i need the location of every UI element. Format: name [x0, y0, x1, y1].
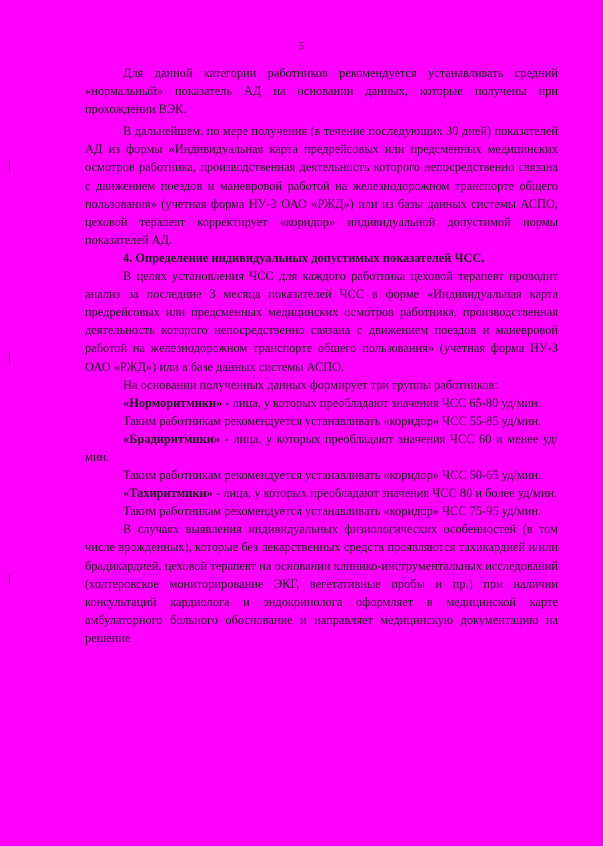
group-normorhythmics — [85, 394, 558, 412]
group-term: «Брадиритмики» — [123, 431, 221, 446]
margin-mark — [9, 352, 10, 364]
paragraph: В дальнейшем, по мере получения (в течение последующих 30 дней) показателей АД из формы «Индивидуальная карта предрейсовых или предсменных медицинских осмотров работника, производственная деятельность которого непосредственно связана с движением поездов и маневровой работой на железнодорожном транспорте общего пользования» (учетная форма НУ-3 ОАО «РЖД») или из базы данных системы АСПО, цеховой терапевт корректирует «коридор» индивидуальной допустимой нормы показателей АД. — [85, 124, 558, 247]
paragraph: В случаях выявления индивидуальных физиологических особенностей (в том числе врожденных), которые без лекарственных средств проявляются тахикардией и/или брадикардией, цеховой терапевт на основании клинико-инструментальных исследований (холтеровское мониторирование ЭКГ, вегетативные пробы и пр.) при наличии консультаций кардиолога и эндокринолога оформляет в медицинской карте амбулаторного больного обоснование и направляет медицинскую документацию на решение — [85, 522, 558, 645]
group-tachyrhythmics — [85, 484, 558, 502]
section-heading: 4. Определение индивидуальных допустимых показателей ЧСС. — [123, 250, 485, 265]
margin-mark — [9, 160, 10, 172]
group-recommendation: Таким работникам рекомендуется устанавливать «коридор» ЧСС 75-95 уд/мин. — [123, 504, 542, 519]
paragraph: На основании полученных данных формирует три группы работников: — [123, 377, 498, 392]
group-term: «Норморитмики» — [123, 395, 223, 410]
group-recommendation: Таким работникам рекомендуется устанавливать «коридор» ЧСС 50-65 уд/мин. — [123, 468, 542, 483]
group-description: - лица, у которых преобладают значения ЧСС 80 и более уд/мин. — [212, 486, 558, 501]
group-description: - лица, у которых преобладают значения ЧСС 60 и менее уд/мин. — [85, 431, 558, 464]
paragraph: В целях установления ЧСС для каждого работника цеховой терапевт проводит анализ за последние 3 месяца показателей ЧСС в форме «Индивидуальная карта предрейсовых или предсменных медицинских осмотров работника, производственная деятельность которого непосредственно связана с движением поездов и маневровой работой на железнодорожном транспорте общего пользования» (учетная форма НУ-3 ОАО «РЖД») или в базе данных системы АСПО. — [85, 269, 558, 374]
margin-mark — [9, 574, 10, 584]
group-term: «Тахиритмики» — [123, 486, 213, 501]
document-body — [85, 64, 558, 647]
group-bradyrhythmics — [85, 430, 558, 466]
group-recommendation: Таким работникам рекомендуется устанавливать «коридор» ЧСС 55-85 уд/мин. — [123, 413, 542, 428]
group-description: - лица, у которых преобладают значения ЧСС 65-80 уд/мин. — [222, 395, 541, 410]
paragraph: Для данной категории работников рекомендуется устанавливать средний «нормальный» показатель АД на основании данных, которые получены при прохождении ВЭК. — [85, 66, 558, 117]
page-number: 5 — [298, 40, 305, 52]
